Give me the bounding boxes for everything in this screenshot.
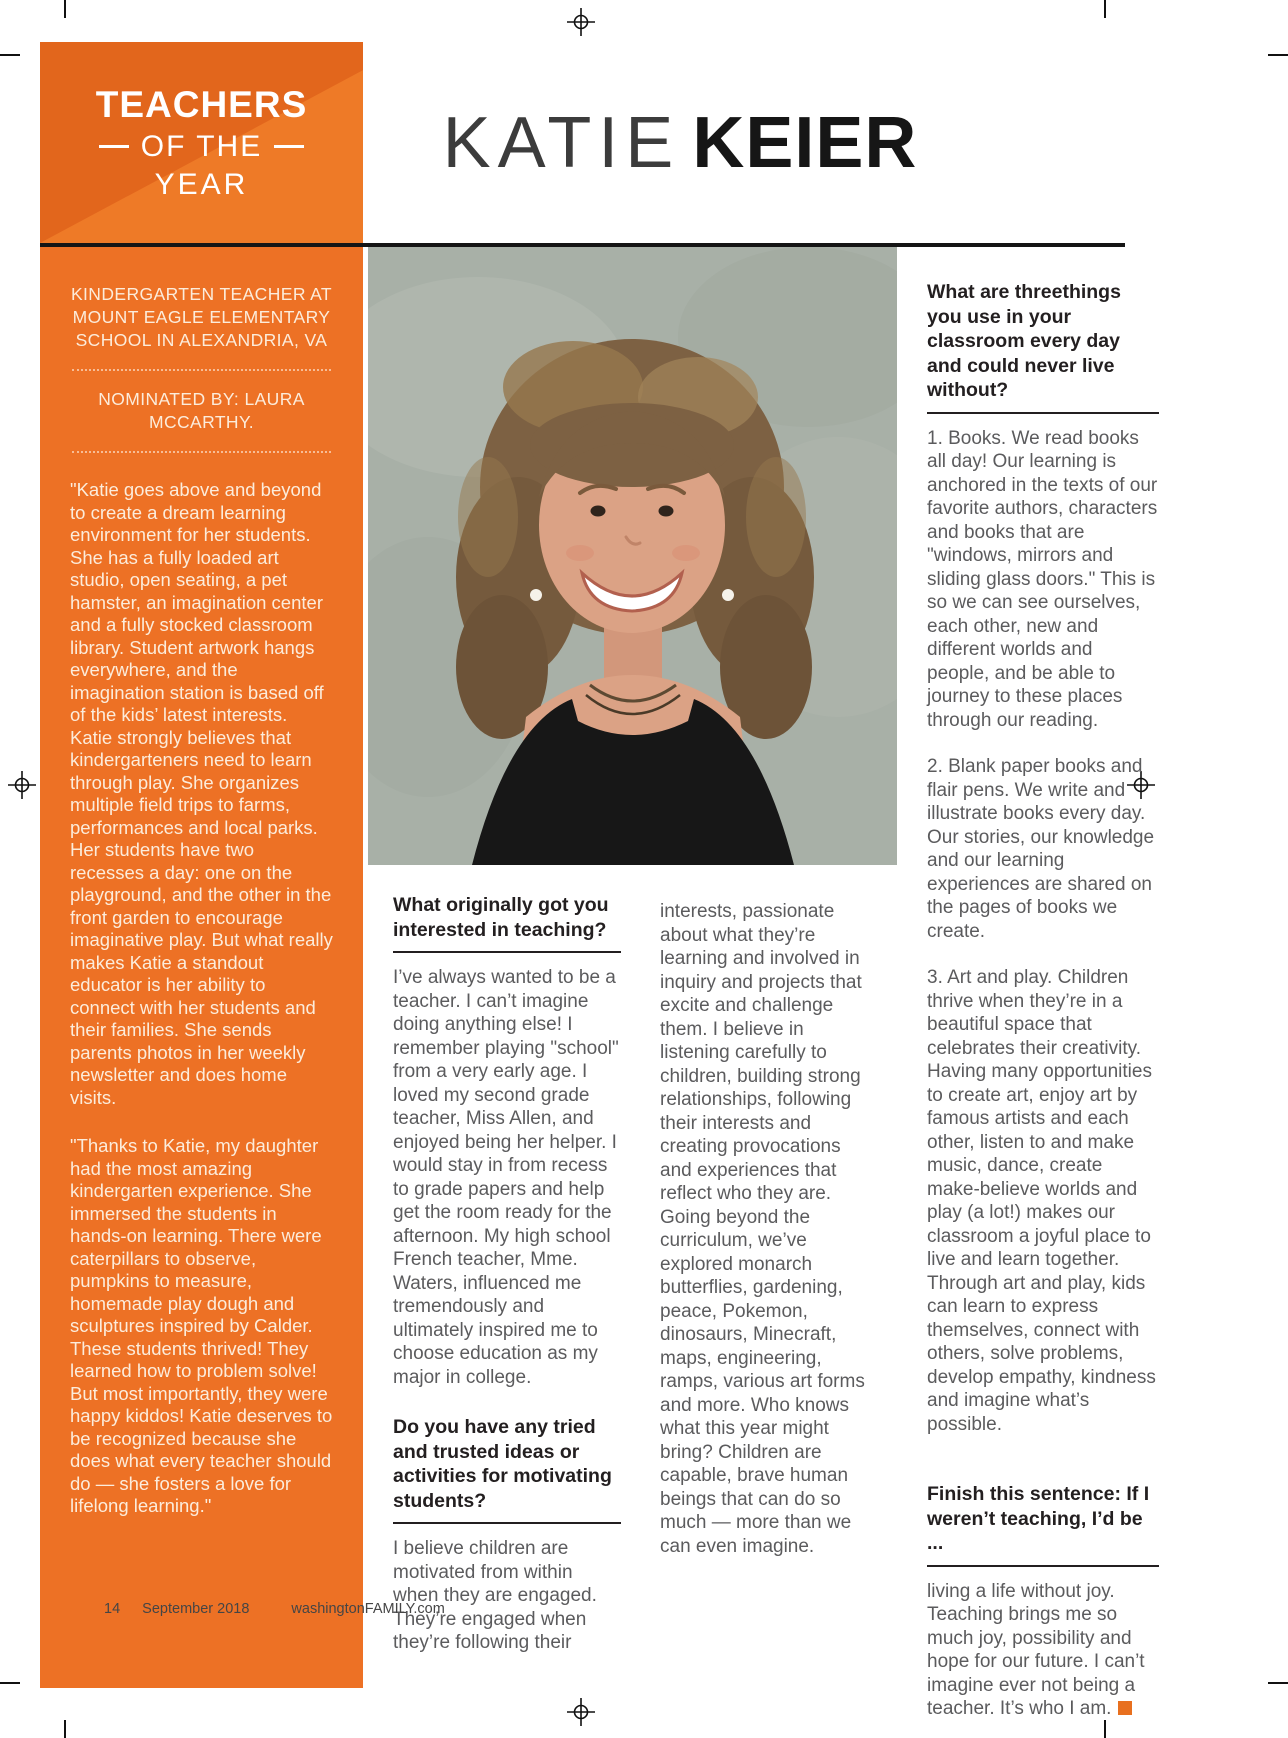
article-title	[400, 102, 960, 184]
registration-mark-left	[8, 771, 36, 799]
dotted-separator	[72, 451, 331, 453]
answer-three-things-1: 1. Books. We read books all day! Our learning is anchored in the texts of our favorite authors, characters and books that are "windows, mirrors and sliding glass doors." This is so we can see ourselves, each other, new and different worlds and people, and be able to journey to these places through our reading.	[927, 427, 1158, 731]
nomination-quote-paragraph-2: "Thanks to Katie, my daughter had the most amazing kindergarten experience. She immersed the students in hands-on learning. There were caterpillars to observe, pumpkins to measure, homemade play dough and sculptures inspired by Calder. These students thrived! They learned how to problem solve! But most importantly, they were happy kiddos! Katie deserves to be recognized because she does what every teacher should do — she fosters a love for lifelong learning."	[70, 1135, 333, 1516]
portrait-photo	[368, 247, 897, 865]
registration-mark-bottom	[567, 1698, 595, 1726]
answer-three-things-3: 3. Art and play. Children thrive when they’re in a beautiful space that celebrates their creativity. Having many opportunities to create art, enjoy art by famous artists and each other, listen to and make music, dance, create make-believe worlds and play (a lot!) makes our classroom a joyful place to live and learn together. Through art and play, kids can learn to express themselves, connect with others, solve problems, develop empathy, kindness and imagine what’s possible.	[927, 967, 1156, 1435]
issue-date: September 2018	[142, 1601, 250, 1617]
nominated-by: NOMINATED BY: LAURA MCCARTHY.	[98, 389, 305, 432]
question-motivating: Do you have any tried and trusted ideas or activities for motivating students?	[393, 1415, 621, 1524]
qa-column-right	[927, 280, 1159, 1738]
page-footer	[104, 1601, 445, 1617]
crop-tick	[1104, 0, 1106, 18]
dotted-separator	[72, 369, 331, 371]
crop-tick	[64, 1720, 66, 1738]
crop-tick	[0, 54, 20, 56]
answer-finish-text: living a life without joy. Teaching brings me so much joy, possibility and hope for our future. I can’t imagine ever not being a teacher. It’s who I am.	[927, 1580, 1145, 1719]
end-of-article-mark	[1118, 1701, 1132, 1715]
teachers-of-the-year-badge	[40, 42, 363, 243]
qa-column-2	[660, 900, 876, 1581]
sidebar	[40, 247, 363, 1688]
website: washingtonFAMILY.com	[291, 1601, 445, 1617]
crop-tick	[1268, 54, 1288, 56]
title-first-name: KATIE	[442, 103, 681, 183]
teacher-role: KINDERGARTEN TEACHER AT MOUNT EAGLE ELEMENTARY SCHOOL IN ALEXANDRIA, VA	[70, 284, 333, 350]
title-last-name: KEIER	[692, 103, 918, 183]
crop-tick	[0, 1682, 20, 1684]
dash-rule-right	[274, 145, 304, 148]
qa-column-1	[393, 893, 621, 1678]
answer-motivating-part2: interests, passionate about what they’re learning and involved in inquiry and projects that excite and challenge them. I believe in listening carefully to children, building strong relationships, following their interests and creating provocations and experiences that reflect who they are. Going beyond the curriculum, we’ve explored monarch butterflies, gardening, peace, Pokemon, dinosaurs, Minecraft, maps, engineering, ramps, various art forms and more. Who knows what this year might bring? Children are capable, brave human beings that can do so much — more than we can even imagine.	[660, 901, 865, 1557]
dash-rule-left	[99, 145, 129, 148]
page-number: 14	[104, 1601, 121, 1617]
badge-title-line3: YEAR	[154, 167, 249, 201]
answer-teaching: I’ve always wanted to be a teacher. I can’t imagine doing anything else! I remember playing "school" from a very early age. I loved my second grade teacher, Miss Allen, and enjoyed being her helper. I would stay in from recess to grade papers and help get the room ready for the afternoon. My high school French teacher, Mme. Waters, influenced me tremendously and ultimately inspired me to choose education as my major in college.	[393, 967, 619, 1388]
answer-finish-sentence	[927, 1580, 1159, 1721]
question-teaching: What originally got you interested in teaching?	[393, 893, 621, 953]
badge-title-line1: TEACHERS	[95, 83, 308, 125]
question-finish-sentence: Finish this sentence: If I weren’t teaching, I’d be ...	[927, 1482, 1159, 1567]
badge-title-line2: OF THE	[140, 129, 263, 163]
registration-mark-top	[567, 8, 595, 36]
nomination-quote-paragraph-1: "Katie goes above and beyond to create a dream learning environment for her students. She has a fully loaded art studio, open seating, a pet hamster, an imagination center and a fully stocked classroom library. Student artwork hangs everywhere, and the imagination station is based off of the kids’ latest interests. Katie strongly believes that kindergarteners need to learn through play. She organizes multiple field trips to farms, performances and local parks. Her students have two recesses a day: one on the playground, and the other in the front garden to encourage imaginative play. But what really makes Katie a standout educator is her ability to connect with her students and their families. She sends parents photos in her weekly newsletter and does home visits.	[70, 479, 333, 1108]
crop-tick	[64, 0, 66, 18]
crop-tick	[1268, 1682, 1288, 1684]
portrait-illustration	[368, 247, 897, 865]
answer-motivating-part1: I believe children are motivated from within when they are engaged. They’re engaged when they’re following their	[393, 1538, 597, 1653]
answer-three-things-2: 2. Blank paper books and flair pens. We write and illustrate books every day. Our stories, our knowledge and our learning experiences are shared on the pages of books we create.	[927, 756, 1155, 942]
question-three-things: What are threethings you use in your classroom every day and could never live without?	[927, 280, 1159, 414]
